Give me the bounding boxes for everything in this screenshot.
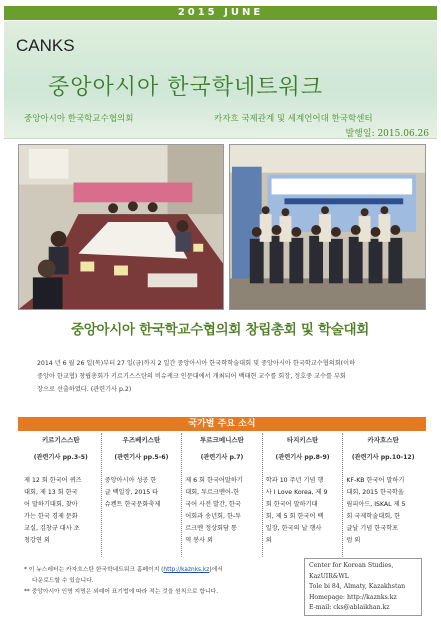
article-reference: (관련기사 pp.5-6) [114,454,169,461]
country-name: 투르크메니스탄 [200,436,244,444]
news-line: 르크멘 정상회담 통 [185,525,237,532]
news-line: 회 국제학술대회, 한 [346,513,401,520]
intro-paragraph [37,357,411,396]
footnote-text: )에서 [209,567,223,573]
publisher-center: 카자흐 국제관계 및 세계언어대 한국학센터 [214,114,373,124]
date-band [4,6,437,20]
news-line: 외 [265,537,272,544]
date-band-text: 2015 JUNE [177,7,264,18]
contact-line: Center for Korean Studies, [309,562,394,569]
news-line: 청강연 외 [24,537,50,544]
news-line: 슈켄트 한국문화축제 [104,501,161,508]
newsletter-title: 중앙아시아 한국학네트워크 [48,75,324,100]
publisher-association: 중앙아시아 한국학교수협의회 [24,114,134,124]
news-line: 중앙아시아 성공 한 [104,477,157,484]
country-column-tajikistan [262,433,343,557]
intro-line: 2014 년 6 월 26 일(목)부터 27 일(금)까지 2 일간 중앙아시아 한국학학술대회 및 중앙아시아 한국학교수협의회(이하 [37,360,356,367]
news-line: 일장, 한국의 날 행사 [265,525,322,532]
news-line: 글 백일장, 2015 타 [104,489,159,496]
footnote-naming: ** 중앙아시아 인명 지명은 외래어 표기법에 따라 적는 것을 원칙으로 합니다. [24,589,219,595]
conference-room-photo [18,144,224,310]
footnote-download-cont: 다운로드할 수 있습니다. [32,578,94,584]
acronym: CANKS [16,36,75,55]
news-line: 제 6 회 한국어말하기 [185,477,243,484]
article-reference: (관련기사 pp.3-5) [33,454,88,461]
publication-date: 발행일: 2015.06.26 [345,129,429,139]
news-line: 글날 기념 한국학포 [346,525,399,532]
country-name: 키르기스스탄 [41,436,80,444]
homepage-link[interactable]: http://kaznks.kz [163,567,210,573]
news-line: 역 봉사 외 [185,537,214,544]
article-reference: (관련기사 pp.10-12) [351,454,415,461]
news-line: 사 I Love Korea, 제 9 [265,489,328,496]
news-line: 교실, 김창규 대사 초 [24,525,80,532]
country-column-turkmenistan [181,433,262,557]
article-reference: (관련기사 pp.8-9) [275,454,330,461]
article-headline: 중앙아시아 한국학교수협의회 창립총회 및 학술대회 [71,322,369,338]
news-line: 럼 외 [346,537,361,544]
contact-line: Tole bi 84, Almaty, Kazakhstan [309,583,406,590]
article-reference: (관련기사 p.7) [200,454,244,461]
country-news-grid [21,433,423,557]
news-line: 회 한국어 말하기대 [265,501,318,508]
footnote-text: * 이 뉴스레터는 카자흐스탄 한국학네트워크 홈페이지 ( [24,567,164,573]
news-line: 대회, 2015 한국학올 [346,489,404,496]
country-news [24,475,98,547]
contact-line: KazUIR&WL [309,572,349,580]
country-column-kyrgyzstan [21,433,101,557]
contact-line: Homepage: http://kaznks.kz [309,593,397,601]
footnotes [24,565,294,598]
country-column-uzbekistan [101,433,182,557]
country-news [105,475,179,511]
country-news [346,475,420,547]
news-line: KF-KB 한국어 말하기 [346,477,405,484]
contact-line: E-mail: cks@ablaikhan.kz [309,604,390,611]
news-line: 학과 10 주년 기념 행 [265,477,324,484]
news-line: 가는 한국 경제 문화 [24,513,78,520]
news-line: 어회과 송년회, 한-투 [185,513,242,520]
country-news [266,475,340,547]
contact-box [304,558,422,616]
news-line: 회, 제 5 회 한국어 백 [265,513,324,520]
news-line: 림피아드, ISKAL 제 5 [346,501,406,508]
news-line: 어 말하기대회, 찾아 [24,501,78,508]
country-name: 카자흐스탄 [367,436,399,444]
country-name: 타지키스탄 [286,436,319,444]
news-line: 대회, 제 13 회 한국 [24,489,78,496]
news-line: 대회, 투르크멘어-한 [185,489,240,496]
country-column-kazakhstan [342,433,423,557]
country-news [185,475,259,547]
section-title: 국가별 주요 소식 [18,417,426,431]
footnote-download [24,565,294,576]
news-line: 국어 사전 발간, 한국 [185,501,241,508]
intro-line: 중앙아 한교협) 창립총회가 키르기스스탄의 비슈케크 인문대에서 개최되어 백태현 교수를 회장, 정호중 교수를 부회 [37,373,346,380]
intro-line: 장으로 선출하였다. (관련기사 p.2) [37,386,132,393]
news-line: 제 12 회 한국어 퀴즈 [24,477,82,484]
group-photo [229,144,426,310]
country-name: 우즈베키스탄 [122,436,161,444]
